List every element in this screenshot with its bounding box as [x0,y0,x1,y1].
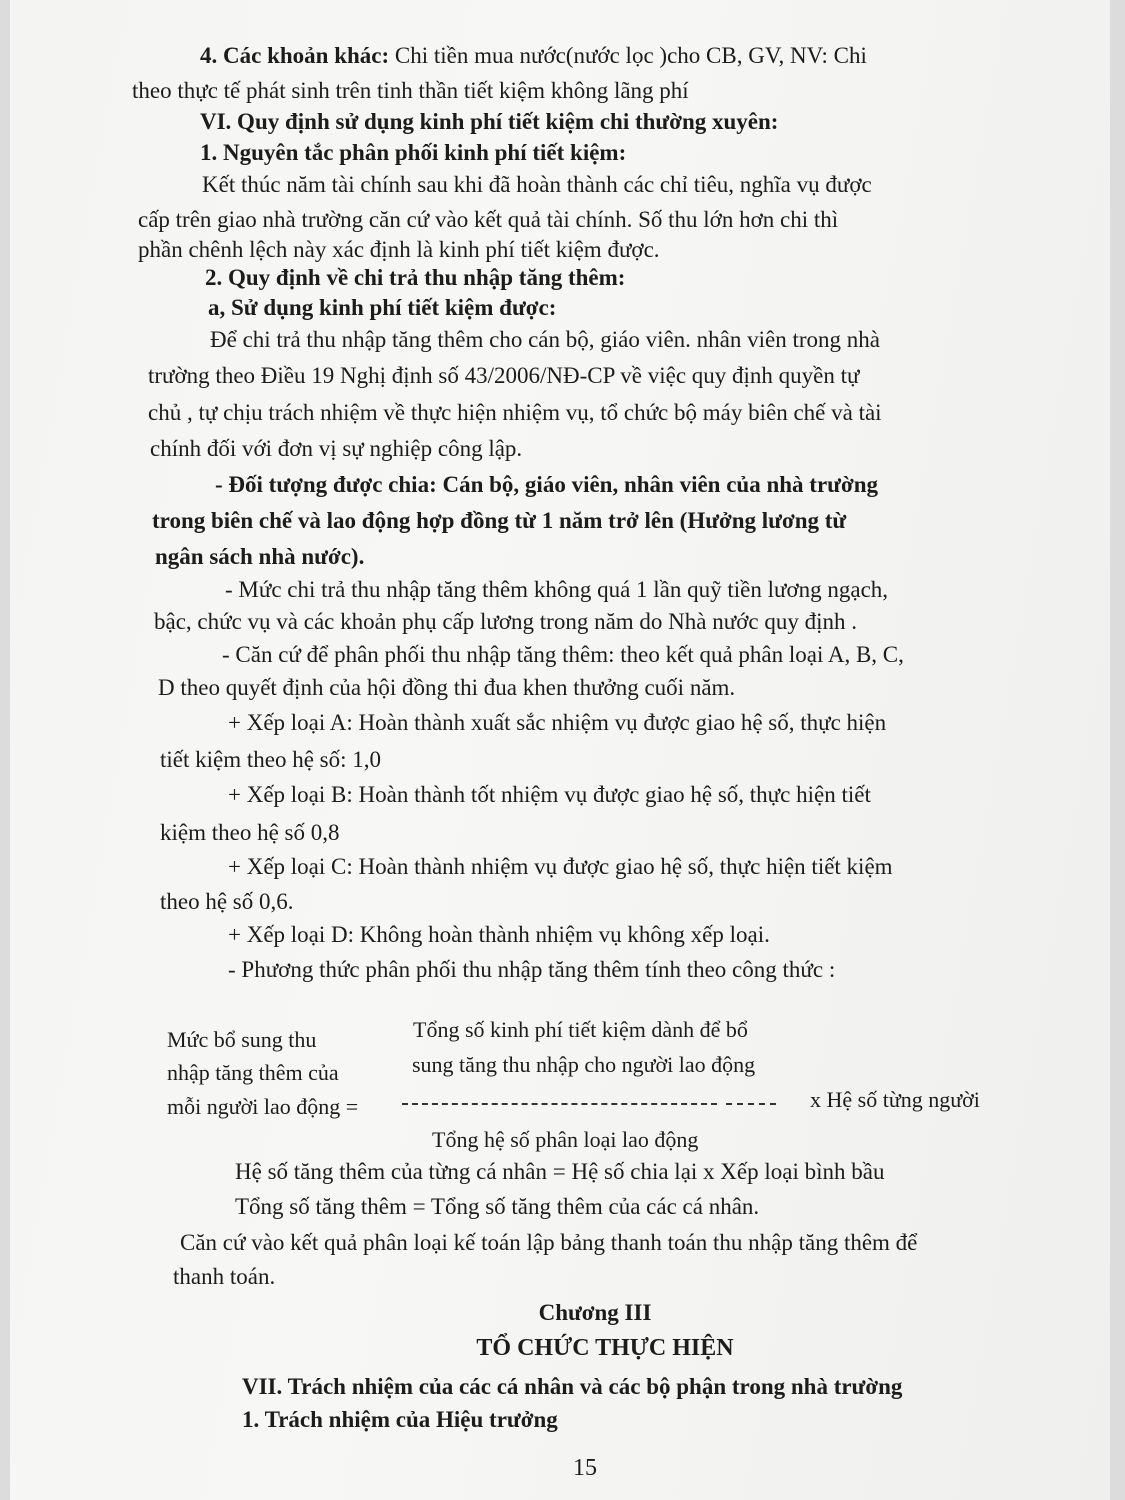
line-6: cấp trên giao nhà trường căn cứ vào kết quả tài chính. Số thu lớn hơn chi thì [138,207,839,232]
line-21: + Xếp loại A: Hoàn thành xuất sắc nhiệm vụ được giao hệ số, thực hiện [228,710,887,735]
line-17: - Mức chi trả thu nhập tăng thêm không quá 1 lần quỹ tiền lương ngạch, [225,577,889,602]
line-20: D theo quyết định của hội đồng thi đua khen thưởng cuối năm. [158,675,736,700]
line-24: kiệm theo hệ số 0,8 [160,820,340,845]
line-14: - Đối tượng được chia: Cán bộ, giáo viên, nhân viên của nhà trường [215,472,879,497]
chapter-title: Chương III [538,1300,652,1325]
after-line-3: Căn cứ vào kết quả phân loại kế toán lập bảng thanh toán thu nhập tăng thêm để [180,1230,918,1255]
line-13: chính đối với đơn vị sự nghiệp công lập. [150,436,523,461]
line-25: + Xếp loại C: Hoàn thành nhiệm vụ được giao hệ số, thực hiện tiết kiệm [228,854,893,879]
line-26: theo hệ số 0,6. [160,889,294,914]
heading-vi-2: 2. Quy định về chi trả thu nhập tăng thêm: [205,265,626,290]
line-10: Để chi trả thu nhập tăng thêm cho cán bộ, giáo viên. nhân viên trong nhà [210,327,880,352]
after-line-2: Tổng số tăng thêm = Tổng số tăng thêm của các cá nhân. [235,1194,760,1219]
formula-left-1: Mức bổ sung thu [167,1027,317,1052]
section-vii: VII. Trách nhiệm của các cá nhân và các bộ phận trong nhà trường [242,1374,903,1399]
formula-numerator-1: Tổng số kinh phí tiết kiệm dành để bổ [413,1017,748,1042]
after-line-1: Hệ số tăng thêm của từng cá nhân = Hệ số chia lại x Xếp loại bình bầu [235,1159,885,1184]
line-16: ngân sách nhà nước). [155,544,365,569]
line-15: trong biên chế và lao động hợp đồng từ 1 năm trở lên (Hưởng lương từ [152,508,847,533]
chapter-subtitle: TỔ CHỨC THỰC HIỆN [476,1335,734,1361]
line-1: 4. Các khoản khác: Chi tiền mua nước(nước lọc )cho CB, GV, NV: Chi [200,43,867,68]
heading-vi: VI. Quy định sử dụng kinh phí tiết kiệm chi thường xuyên: [200,109,779,134]
page-number: 15 [573,1455,597,1481]
formula-denominator: Tổng hệ số phân loại lao động [432,1127,699,1152]
item-1: 1. Trách nhiệm của Hiệu trưởng [242,1407,558,1432]
line-27: + Xếp loại D: Không hoàn thành nhiệm vụ không xếp loại. [228,922,770,947]
line-22: tiết kiệm theo hệ số: 1,0 [160,747,382,772]
formula-left-2: nhập tăng thêm của [167,1060,339,1085]
after-line-4: thanh toán. [173,1264,276,1289]
line-23: + Xếp loại B: Hoàn thành tốt nhiệm vụ được giao hệ số, thực hiện tiết [228,782,871,807]
line-5: Kết thúc năm tài chính sau khi đã hoàn thành các chỉ tiêu, nghĩa vụ được [202,172,872,197]
line-19: - Căn cứ để phân phối thu nhập tăng thêm: theo kết quả phân loại A, B, C, [222,642,904,667]
formula-multiplier: x Hệ số từng người [810,1087,980,1112]
formula-left-3: mỗi người lao động = [167,1094,359,1119]
line-11: trường theo Điều 19 Nghị định số 43/2006/NĐ-CP về việc quy định quyền tự [148,363,860,388]
line-18: bậc, chức vụ và các khoản phụ cấp lương trong năm do Nhà nước quy định . [154,609,857,634]
line-12: chủ , tự chịu trách nhiệm về thực hiện nhiệm vụ, tổ chức bộ máy biên chế và tài [148,400,882,425]
formula-numerator-2: sung tăng thu nhập cho người lao động [412,1052,756,1077]
line-7: phần chênh lệch này xác định là kinh phí tiết kiệm được. [138,237,660,262]
line-2: theo thực tế phát sinh trên tinh thần tiết kiệm không lãng phí [132,78,689,103]
heading-vi-1: 1. Nguyên tắc phân phối kinh phí tiết kiệm: [200,140,627,165]
line-28: - Phương thức phân phối thu nhập tăng thêm tính theo công thức : [228,957,836,982]
heading-vi-2a: a, Sử dụng kinh phí tiết kiệm được: [208,295,557,320]
document-page [10,0,1110,1500]
formula-fraction-line [402,1103,717,1105]
formula-fraction-line-tail [726,1103,776,1105]
